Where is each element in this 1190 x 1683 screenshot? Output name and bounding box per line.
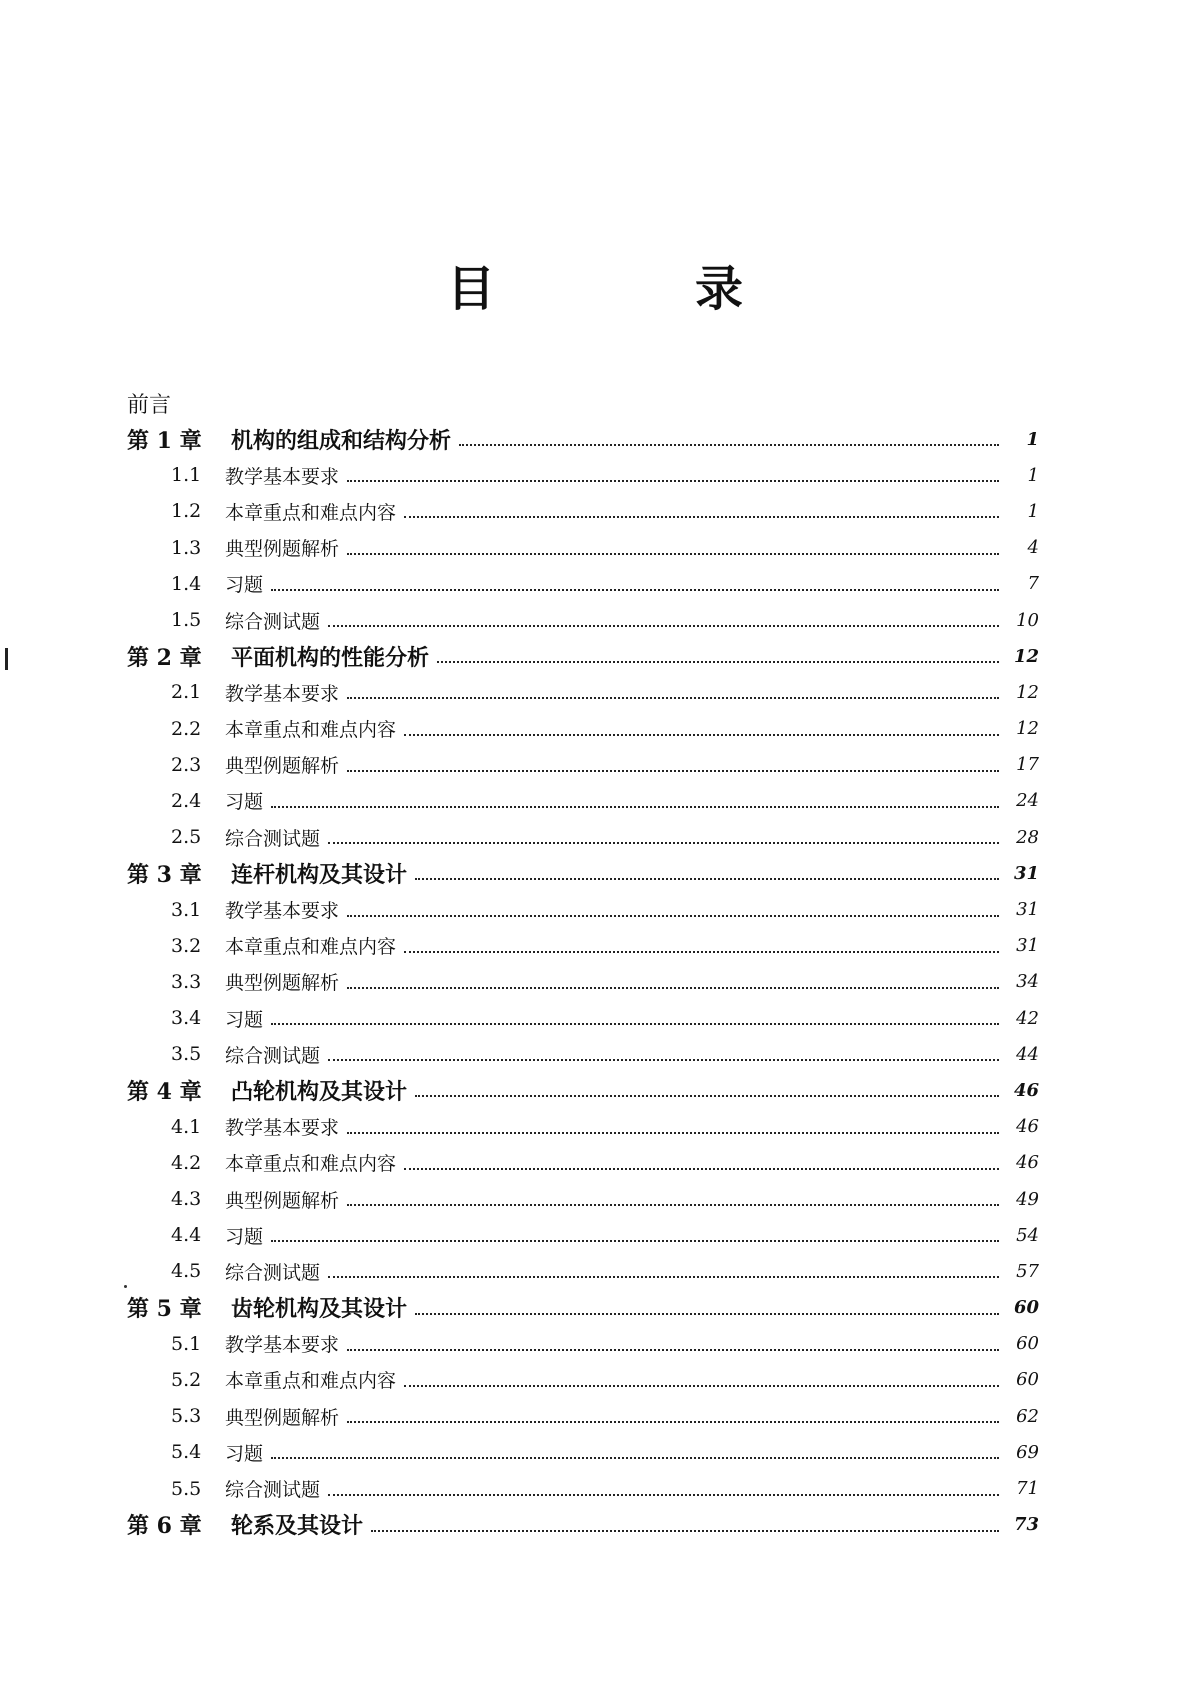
dot-leader [437, 661, 999, 663]
dot-leader [371, 1530, 999, 1532]
dot-leader [404, 1168, 999, 1170]
dot-leader [459, 444, 999, 446]
title-char-1: 目 [446, 261, 495, 317]
page-number: 24 [1016, 790, 1039, 812]
chapter-title: 凸轮机构及其设计 [231, 1078, 408, 1105]
dot-leader [404, 734, 999, 736]
section-number: 3.3 [171, 970, 202, 993]
toc-section-entry[interactable] [127, 674, 1039, 710]
page-number: 12 [1013, 645, 1039, 667]
section-number: 1.1 [171, 464, 202, 487]
dot-leader [271, 1023, 999, 1025]
section-title: 教学基本要求 [225, 1334, 340, 1357]
page-number: 44 [1016, 1043, 1039, 1065]
scan-speck [124, 1285, 127, 1288]
toc-chapter-entry[interactable] [127, 1072, 1039, 1108]
section-title: 综合测试题 [225, 1261, 321, 1284]
section-title: 习题 [225, 1442, 264, 1465]
section-title: 综合测试题 [225, 1044, 321, 1067]
toc-section-entry[interactable] [127, 711, 1039, 747]
dot-leader [347, 770, 999, 772]
dot-leader [328, 625, 999, 627]
page-number: 10 [1016, 609, 1039, 631]
dot-leader [347, 1204, 999, 1206]
page-number: 62 [1016, 1405, 1039, 1427]
section-number: 5.2 [171, 1368, 202, 1391]
toc-chapter-entry[interactable] [127, 1507, 1039, 1543]
dot-leader [347, 915, 999, 917]
toc-section-entry[interactable] [127, 1326, 1039, 1362]
page-number: 54 [1016, 1224, 1039, 1246]
dot-leader [271, 806, 999, 808]
page-number: 69 [1016, 1441, 1039, 1463]
page-number: 31 [1016, 935, 1039, 957]
section-title: 教学基本要求 [225, 900, 340, 923]
section-number: 3.5 [171, 1043, 202, 1066]
chapter-title: 机构的组成和结构分析 [231, 427, 452, 454]
chapter-title: 平面机构的性能分析 [231, 644, 430, 671]
page-number: 60 [1013, 1297, 1039, 1319]
chapter-number: 第 2 章 [127, 644, 202, 671]
toc-section-entry[interactable] [127, 1362, 1039, 1398]
section-title: 典型例题解析 [225, 972, 340, 995]
section-number: 4.4 [171, 1224, 202, 1247]
section-number: 3.2 [171, 934, 202, 957]
toc-section-entry[interactable] [127, 1434, 1039, 1470]
table-of-contents [127, 385, 1039, 1543]
chapter-number: 第 1 章 [127, 427, 202, 454]
page-number: 60 [1016, 1333, 1039, 1355]
section-number: 4.1 [171, 1115, 202, 1138]
page-number: 34 [1016, 971, 1039, 993]
section-number: 5.3 [171, 1405, 202, 1428]
toc-section-entry[interactable] [127, 747, 1039, 783]
dot-leader [347, 1349, 999, 1351]
toc-chapter-entry[interactable] [127, 1290, 1039, 1326]
toc-section-entry[interactable] [127, 1000, 1039, 1036]
section-number: 4.3 [171, 1188, 202, 1211]
section-title: 习题 [225, 574, 264, 597]
toc-chapter-entry[interactable] [127, 421, 1039, 457]
section-number: 2.1 [171, 681, 202, 704]
section-title: 综合测试题 [225, 1479, 321, 1502]
dot-leader [415, 1095, 999, 1097]
section-title: 典型例题解析 [225, 755, 340, 778]
page-number: 73 [1013, 1514, 1039, 1536]
page-number: 71 [1016, 1478, 1039, 1500]
section-number: 4.2 [171, 1151, 202, 1174]
section-number: 5.4 [171, 1441, 202, 1464]
toc-chapter-entry[interactable] [127, 855, 1039, 891]
toc-section-entry[interactable] [127, 1145, 1039, 1181]
toc-section-entry[interactable] [127, 493, 1039, 529]
section-number: 5.1 [171, 1332, 202, 1355]
page-number: 46 [1016, 1116, 1039, 1138]
dot-leader [328, 1059, 999, 1061]
dot-leader [347, 697, 999, 699]
section-title: 本章重点和难点内容 [225, 936, 397, 959]
page-number: 17 [1016, 754, 1039, 776]
dot-leader [271, 1457, 999, 1459]
toc-section-entry[interactable] [127, 457, 1039, 493]
preface-label: 前言 [127, 392, 172, 418]
dot-leader [404, 516, 999, 518]
chapter-title: 连杆机构及其设计 [231, 861, 408, 888]
page-number: 49 [1016, 1188, 1039, 1210]
page-number: 46 [1016, 1152, 1039, 1174]
dot-leader [328, 842, 999, 844]
toc-section-entry[interactable] [127, 891, 1039, 927]
section-number: 1.5 [171, 609, 202, 632]
chapter-title: 轮系及其设计 [231, 1513, 364, 1540]
page-number: 46 [1013, 1079, 1039, 1101]
section-number: 1.2 [171, 500, 202, 523]
page-number: 28 [1016, 826, 1039, 848]
chapter-number: 第 6 章 [127, 1513, 202, 1540]
section-title: 习题 [225, 1008, 264, 1031]
section-title: 习题 [225, 791, 264, 814]
dot-leader [328, 1276, 999, 1278]
toc-section-entry[interactable] [127, 1181, 1039, 1217]
chapter-number: 第 5 章 [127, 1296, 202, 1323]
section-number: 5.5 [171, 1477, 202, 1500]
section-title: 综合测试题 [225, 610, 321, 633]
section-number: 2.3 [171, 753, 202, 776]
section-number: 1.3 [171, 536, 202, 559]
toc-preface[interactable] [127, 385, 1039, 421]
section-title: 教学基本要求 [225, 1117, 340, 1140]
section-title: 本章重点和难点内容 [225, 501, 397, 524]
page-number: 1 [1027, 500, 1039, 522]
toc-section-entry[interactable] [127, 602, 1039, 638]
page-number: 57 [1016, 1260, 1039, 1282]
toc-section-entry[interactable] [127, 928, 1039, 964]
chapter-number: 第 4 章 [127, 1078, 202, 1105]
section-number: 2.4 [171, 789, 202, 812]
toc-section-entry[interactable] [127, 819, 1039, 855]
dot-leader [347, 1132, 999, 1134]
section-title: 本章重点和难点内容 [225, 1153, 397, 1176]
section-title: 综合测试题 [225, 827, 321, 850]
page-number: 31 [1016, 899, 1039, 921]
chapter-title: 齿轮机构及其设计 [231, 1296, 408, 1323]
toc-section-entry[interactable] [127, 1036, 1039, 1072]
dot-leader [415, 878, 999, 880]
toc-section-entry[interactable] [127, 530, 1039, 566]
scan-margin-mark [5, 648, 8, 670]
section-title: 本章重点和难点内容 [225, 1370, 397, 1393]
section-title: 典型例题解析 [225, 538, 340, 561]
dot-leader [328, 1494, 999, 1496]
toc-section-entry[interactable] [127, 1253, 1039, 1289]
chapter-number: 第 3 章 [127, 861, 202, 888]
dot-leader [347, 987, 999, 989]
toc-section-entry[interactable] [127, 964, 1039, 1000]
dot-leader [271, 1240, 999, 1242]
title-char-2: 录 [695, 261, 744, 317]
page-number: 1 [1027, 464, 1039, 486]
dot-leader [347, 1421, 999, 1423]
page-number: 4 [1027, 537, 1039, 559]
section-title: 典型例题解析 [225, 1189, 340, 1212]
section-title: 教学基本要求 [225, 465, 340, 488]
toc-section-entry[interactable] [127, 1109, 1039, 1145]
section-title: 教学基本要求 [225, 682, 340, 705]
dot-leader [347, 480, 999, 482]
page-number: 42 [1016, 1007, 1039, 1029]
dot-leader [415, 1313, 999, 1315]
section-title: 习题 [225, 1225, 264, 1248]
section-number: 3.4 [171, 1007, 202, 1030]
dot-leader [347, 553, 999, 555]
page-number: 7 [1027, 573, 1039, 595]
section-number: 2.5 [171, 826, 202, 849]
page-number: 60 [1016, 1369, 1039, 1391]
section-number: 2.2 [171, 717, 202, 740]
toc-section-entry[interactable] [127, 566, 1039, 602]
toc-section-entry[interactable] [127, 1217, 1039, 1253]
page-number: 12 [1016, 681, 1039, 703]
page-title [0, 250, 1190, 319]
section-title: 本章重点和难点内容 [225, 719, 397, 742]
page-number: 12 [1016, 718, 1039, 740]
toc-chapter-entry[interactable] [127, 638, 1039, 674]
dot-leader [404, 1385, 999, 1387]
dot-leader [404, 951, 999, 953]
section-title: 典型例题解析 [225, 1406, 340, 1429]
section-number: 1.4 [171, 572, 202, 595]
toc-section-entry[interactable] [127, 1398, 1039, 1434]
section-number: 4.5 [171, 1260, 202, 1283]
page-number: 1 [1026, 428, 1039, 450]
toc-section-entry[interactable] [127, 1470, 1039, 1506]
dot-leader [271, 589, 999, 591]
toc-section-entry[interactable] [127, 783, 1039, 819]
page-number: 31 [1013, 862, 1039, 884]
section-number: 3.1 [171, 898, 202, 921]
